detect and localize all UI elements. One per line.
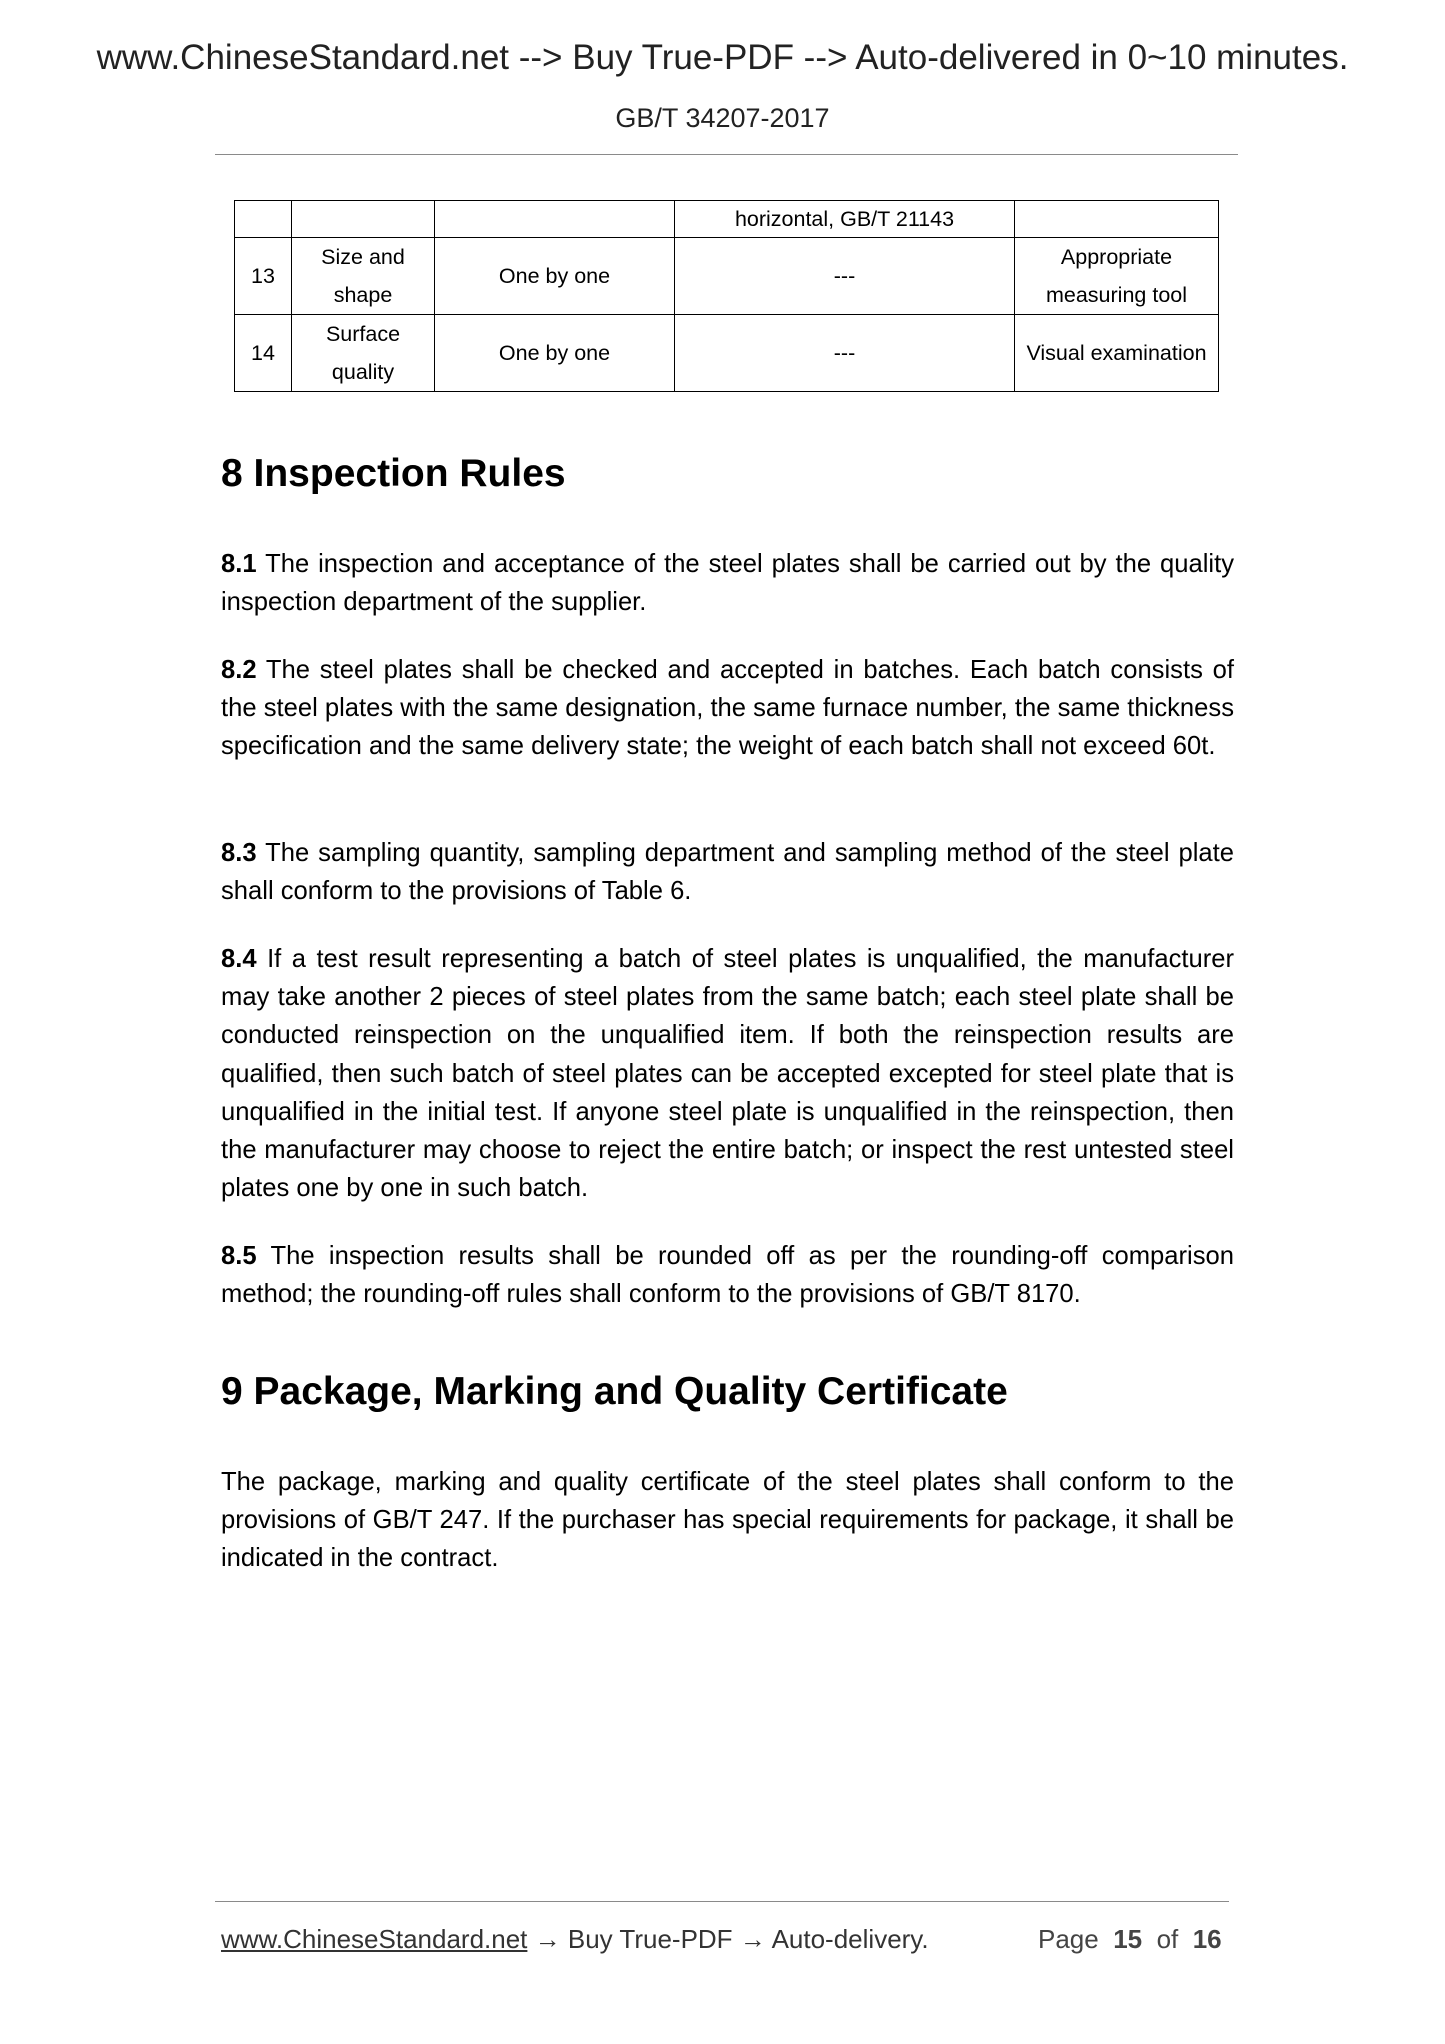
table-cell: Appropriate measuring tool <box>1015 238 1219 315</box>
footer-tagline: → Buy True-PDF → Auto-delivery. <box>527 1924 929 1954</box>
footer-divider <box>215 1901 1229 1902</box>
clause-text: The steel plates shall be checked and accepted in batches. Each batch consists of the steel plates with the same designation, the same furnace number, the same thickness specification and the same delivery state; the weight of each batch shall not exceed 60t. <box>221 656 1234 761</box>
footer-left <box>221 1924 929 1955</box>
clause-8-4 <box>221 940 1234 1207</box>
clause-number: 8.1 <box>221 550 257 578</box>
table-row <box>235 238 1219 315</box>
clause-number: 8.5 <box>221 1242 257 1270</box>
standard-code: GB/T 34207-2017 <box>615 103 830 133</box>
clause-text: If a test result representing a batch of steel plates is unqualified, the manufacturer may take another 2 pieces of steel plates from the same batch; each steel plate shall be conducted reinspection on the unqualified item. If both the reinspection results are qualified, then such batch of steel plates can be accepted excepted for steel plate that is unqualified in the initial test. If anyone steel plate is unqualified in the reinspection, then the manufacturer may choose to reject the entire batch; or inspect the rest untested steel plates one by one in such batch. <box>221 945 1234 1203</box>
clause-text: The sampling quantity, sampling department and sampling method of the steel plate shall conform to the provisions of Table 6. <box>221 839 1235 906</box>
page-total: 16 <box>1192 1924 1222 1954</box>
table-cell <box>235 201 292 238</box>
table-cell: One by one <box>435 238 675 315</box>
table-cell <box>435 201 675 238</box>
clause-number: 8.4 <box>221 945 257 973</box>
top-banner: www.ChineseStandard.net --> Buy True-PDF --> Auto-delivered in 0~10 minutes. <box>96 38 1349 77</box>
table-cell: Surface quality <box>292 315 435 392</box>
of-label: of <box>1156 1924 1179 1954</box>
table-row <box>235 315 1219 392</box>
clause-number: 8.3 <box>221 839 257 867</box>
clause-text: The inspection and acceptance of the steel plates shall be carried out by the quality inspection department of the supplier. <box>221 550 1234 617</box>
table-cell: --- <box>675 238 1015 315</box>
clause-8-1 <box>221 545 1234 621</box>
clause-8-2 <box>221 651 1234 766</box>
clause-8-5 <box>221 1237 1234 1313</box>
section-8-heading: 8 Inspection Rules <box>221 452 566 495</box>
page-number: 15 <box>1113 1924 1143 1954</box>
section-9-heading: 9 Package, Marking and Quality Certificate <box>221 1370 1008 1413</box>
header-divider <box>215 154 1238 155</box>
clause-number: 8.2 <box>221 656 257 684</box>
clause-8-3 <box>221 834 1234 910</box>
page-label: Page <box>1038 1924 1099 1954</box>
table-cell: Visual examination <box>1015 315 1219 392</box>
table-cell: One by one <box>435 315 675 392</box>
footer-site-link[interactable]: www.ChineseStandard.net <box>221 1924 528 1954</box>
clause-text: The inspection results shall be rounded off as per the rounding-off comparison method; the rounding-off rules shall conform to the provisions of GB/T 8170. <box>221 1242 1235 1309</box>
table-cell: 13 <box>235 238 292 315</box>
table-cell: --- <box>675 315 1015 392</box>
section-9-text: The package, marking and quality certificate of the steel plates shall conform to the provisions of GB/T 247. If the purchaser has special requirements for package, it shall be indicated in the contract. <box>221 1468 1234 1573</box>
table-cell: 14 <box>235 315 292 392</box>
table-row <box>235 201 1219 238</box>
inspection-table <box>234 200 1219 392</box>
table-cell <box>1015 201 1219 238</box>
table-cell: Size and shape <box>292 238 435 315</box>
page-indicator <box>1038 1924 1222 1955</box>
table-cell <box>292 201 435 238</box>
table-cell: horizontal, GB/T 21143 <box>675 201 1015 238</box>
